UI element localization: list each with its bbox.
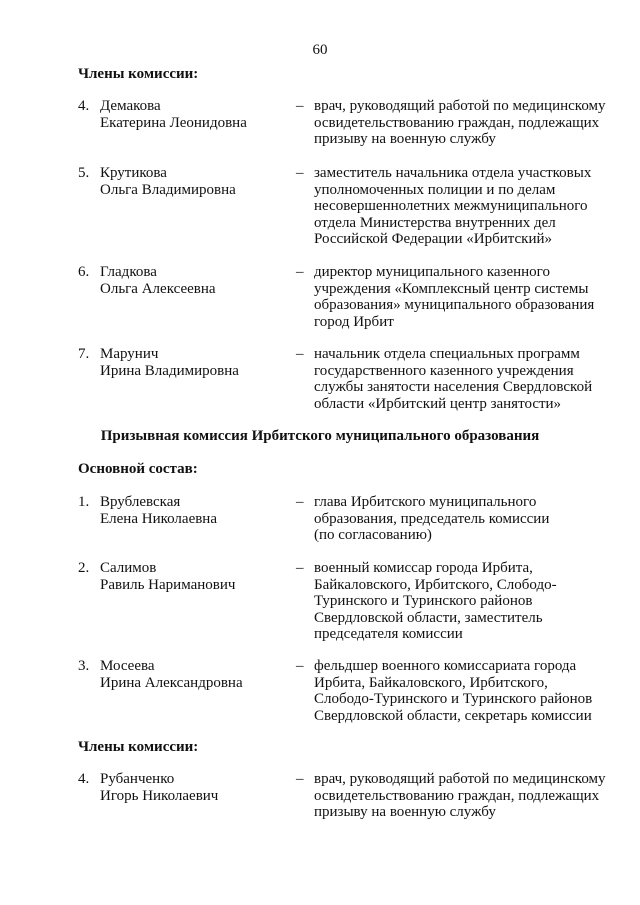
desc-line: врач, руководящий работой по медицинскому xyxy=(314,98,606,114)
desc-line: Свердловской области, секретарь комиссии xyxy=(314,707,592,724)
desc-line: освидетельствованию граждан, подлежащих xyxy=(314,114,600,131)
entry-dash: – xyxy=(296,771,304,787)
desc-line: образования, председатель комиссии xyxy=(314,510,550,527)
desc-line: город Ирбит xyxy=(314,313,394,330)
entry-dash: – xyxy=(296,658,304,674)
entry-name xyxy=(100,346,290,379)
desc-line: Байкаловского, Ирбитского, Слободо- xyxy=(314,576,557,593)
entry-number: 3. xyxy=(78,658,90,674)
surname: Марунич xyxy=(100,346,159,362)
desc-line: призыву на военную службу xyxy=(314,804,496,820)
entry-name xyxy=(100,165,290,198)
entry-name xyxy=(100,560,290,593)
surname: Салимов xyxy=(100,560,157,576)
entry-dash: – xyxy=(296,346,304,362)
entry-description xyxy=(314,658,614,724)
entry-dash: – xyxy=(296,98,304,114)
desc-line: врач, руководящий работой по медицинскому xyxy=(314,771,606,787)
desc-line: учреждения «Комплексный центр системы xyxy=(314,280,589,297)
entry-dash: – xyxy=(296,165,304,181)
entry-number: 6. xyxy=(78,264,90,280)
desc-line: фельдшер военного комиссариата города xyxy=(314,658,577,674)
surname: Гладкова xyxy=(100,264,157,280)
entry-name xyxy=(100,264,290,297)
desc-line: службы занятости населения Свердловской xyxy=(314,379,593,395)
desc-line: несовершеннолетних межмуниципального xyxy=(314,198,588,214)
entry-dash: – xyxy=(296,494,304,510)
given-names: Ирина Александровна xyxy=(100,674,243,691)
entry-name xyxy=(100,98,290,131)
entry-description xyxy=(314,560,614,643)
entry-number: 4. xyxy=(78,98,90,114)
entry-description xyxy=(314,346,614,412)
entry-number: 7. xyxy=(78,346,90,362)
given-names: Екатерина Леонидовна xyxy=(100,114,247,131)
desc-line: Свердловской области, заместитель xyxy=(314,609,543,626)
given-names: Равиль Нариманович xyxy=(100,576,236,593)
entry-name xyxy=(100,771,290,804)
desc-line: Туринского и Туринского районов xyxy=(314,593,533,609)
entry-description xyxy=(314,494,614,544)
given-names: Ольга Алексеевна xyxy=(100,280,216,297)
entry-description xyxy=(314,165,614,248)
entry-number: 4. xyxy=(78,771,90,787)
desc-line: области «Ирбитский центр занятости» xyxy=(314,395,562,412)
members-heading-bottom: Члены комиссии: xyxy=(78,739,199,755)
given-names: Игорь Николаевич xyxy=(100,787,219,804)
entry-description xyxy=(314,771,614,821)
entry-number: 5. xyxy=(78,165,90,181)
surname: Демакова xyxy=(100,98,161,114)
desc-line: начальник отдела специальных программ xyxy=(314,346,580,362)
surname: Мосеева xyxy=(100,658,155,674)
entry-dash: – xyxy=(296,264,304,280)
entry-name xyxy=(100,494,290,527)
given-names: Ирина Владимировна xyxy=(100,362,239,379)
desc-line: военный комиссар города Ирбита, xyxy=(314,560,533,576)
entry-dash: – xyxy=(296,560,304,576)
desc-line: уполномоченных полиции и по делам xyxy=(314,181,556,198)
commission-title: Призывная комиссия Ирбитского муниципального образования xyxy=(100,428,540,444)
given-names: Елена Николаевна xyxy=(100,510,217,527)
desc-line: призыву на военную службу xyxy=(314,131,496,147)
page-number: 60 xyxy=(312,42,328,58)
surname: Крутикова xyxy=(100,165,167,181)
main-composition-heading: Основной состав: xyxy=(78,461,198,477)
entry-description xyxy=(314,98,614,148)
surname: Врублевская xyxy=(100,494,181,510)
entry-description xyxy=(314,264,614,330)
desc-line: заместитель начальника отдела участковых xyxy=(314,165,592,181)
desc-line: председателя комиссии xyxy=(314,626,463,642)
desc-line: Ирбита, Байкаловского, Ирбитского, xyxy=(314,674,548,691)
entry-name xyxy=(100,658,290,691)
surname: Рубанченко xyxy=(100,771,175,787)
entry-number: 2. xyxy=(78,560,90,576)
desc-line: (по согласованию) xyxy=(314,527,432,543)
desc-line: Слободо-Туринского и Туринского районов xyxy=(314,691,593,707)
desc-line: директор муниципального казенного xyxy=(314,264,550,280)
desc-line: освидетельствованию граждан, подлежащих xyxy=(314,787,600,804)
entry-number: 1. xyxy=(78,494,90,510)
desc-line: глава Ирбитского муниципального xyxy=(314,494,537,510)
given-names: Ольга Владимировна xyxy=(100,181,236,198)
desc-line: Российской Федерации «Ирбитский» xyxy=(314,231,552,247)
desc-line: образования» муниципального образования xyxy=(314,297,595,313)
desc-line: отдела Министерства внутренних дел xyxy=(314,214,556,231)
desc-line: государственного казенного учреждения xyxy=(314,362,574,379)
members-heading-top: Члены комиссии: xyxy=(78,66,199,82)
